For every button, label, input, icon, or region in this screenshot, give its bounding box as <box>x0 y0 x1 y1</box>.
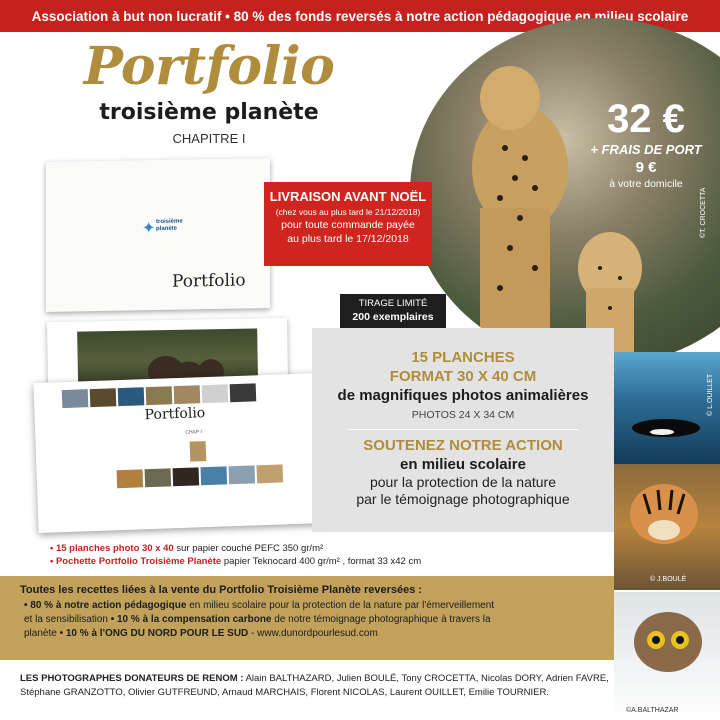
sheet-chapter: CHAP I <box>185 429 202 436</box>
top-banner: Association à but non lucratif • 80 % des fonds reversés à notre action pédagogique en milieu scolaire <box>0 0 720 32</box>
limited-edition-badge <box>340 294 446 328</box>
offer-temoignage: par le témoignage photographique <box>356 491 570 507</box>
credit-balthazar: ©A.BALTHAZAR <box>626 707 679 714</box>
price-block <box>580 98 712 190</box>
offer-planches: 15 PLANCHES <box>411 349 515 366</box>
credit-boule: © J.BOULÉ <box>650 576 687 583</box>
recettes-line-1: • 80 % à notre action pédagogique en milieu scolaire pour la protection de la nature par l'émerveillement <box>24 600 495 611</box>
delivery-badge <box>264 182 432 266</box>
spec-line-1: • 15 planches photo 30 x 40 sur papier couché PEFC 350 gr/m² <box>50 543 324 554</box>
recettes-panel <box>0 576 614 660</box>
cheetah-photo <box>410 18 720 366</box>
mini-cheetah-thumb <box>190 441 207 462</box>
index-sheet-mockup <box>33 373 326 533</box>
offer-photos: PHOTOS 24 X 34 CM <box>411 409 515 421</box>
divider <box>348 429 578 430</box>
donors-list: LES PHOTOGRAPHES DONATEURS DE RENOM : Alain BALTHAZARD, Julien BOULÉ, Tony CROCETTA, Nicolas DORY, Adrien FAVRE, Stéphane GRANZOTTO, Olivier GUTFREUND, Arnaud MARCHAIS, Florent NICOLAS, Laurent OUILLET, Emilie TOURNIER. <box>20 673 609 698</box>
shipping-value: 9 € <box>635 159 657 176</box>
product-specs <box>50 542 421 568</box>
thumbnail-strip-2 <box>117 464 284 488</box>
offer-box <box>312 328 614 532</box>
delivery-line-2: au plus tard le 17/12/2018 <box>287 233 409 245</box>
owl-photo <box>614 592 720 720</box>
tiger-photo <box>614 464 720 590</box>
delivery-note: (chez vous au plus tard le 21/12/2018) <box>275 207 421 217</box>
planet-logo-icon: ✦ <box>142 220 156 238</box>
thumbnail-strip <box>62 383 257 408</box>
spec-line-2: • Pochette Portfolio Troisième Planète papier Teknocard 400 gr/m² , format 33 x42 cm <box>50 556 422 567</box>
folder-title: Portfolio <box>172 270 246 292</box>
offer-protection: pour la protection de la nature <box>369 474 556 490</box>
price-value: 32 € <box>607 97 685 141</box>
recettes-heading: Toutes les recettes liées à la vente du Portfolio Troisième Planète reversées : <box>20 584 423 596</box>
offer-format: FORMAT 30 X 40 CM <box>389 368 537 385</box>
offer-milieu: en milieu scolaire <box>400 456 526 473</box>
page-title: Portfolio <box>83 36 335 97</box>
credit-ouillet: © L.OUILLET <box>707 373 714 416</box>
shipping-label: + FRAIS DE PORT <box>590 142 702 157</box>
credit-crocetta: ©T. CROCETTA <box>700 187 707 238</box>
portfolio-folder-mockup <box>46 158 270 312</box>
logo <box>142 215 190 238</box>
shipping-note: à votre domicile <box>609 178 683 190</box>
tirage-label: TIRAGE LIMITÉ <box>358 298 428 309</box>
page-subtitle: troisième planète <box>99 100 319 125</box>
orca-photo <box>614 352 720 464</box>
delivery-line-1: pour toute commande payée <box>281 219 415 231</box>
offer-desc: de magnifiques photos animalières <box>337 387 589 404</box>
tirage-count: 200 exemplaires <box>352 311 434 323</box>
logo-text: troisième planète <box>156 218 183 233</box>
delivery-title: LIVRAISON AVANT NOËL <box>269 189 427 204</box>
sheet-title: Portfolio <box>144 405 206 424</box>
recettes-line-3: planète • 10 % à l'ONG DU NORD POUR LE SUD - www.dunordpourlesud.com <box>24 628 378 639</box>
photo-column <box>614 352 720 720</box>
recettes-line-2: et la sensibilisation • 10 % à la compensation carbone de notre témoignage photographique à travers la <box>24 614 491 625</box>
chapter-label: CHAPITRE I <box>172 131 246 146</box>
offer-soutenez: SOUTENEZ NOTRE ACTION <box>363 437 563 454</box>
